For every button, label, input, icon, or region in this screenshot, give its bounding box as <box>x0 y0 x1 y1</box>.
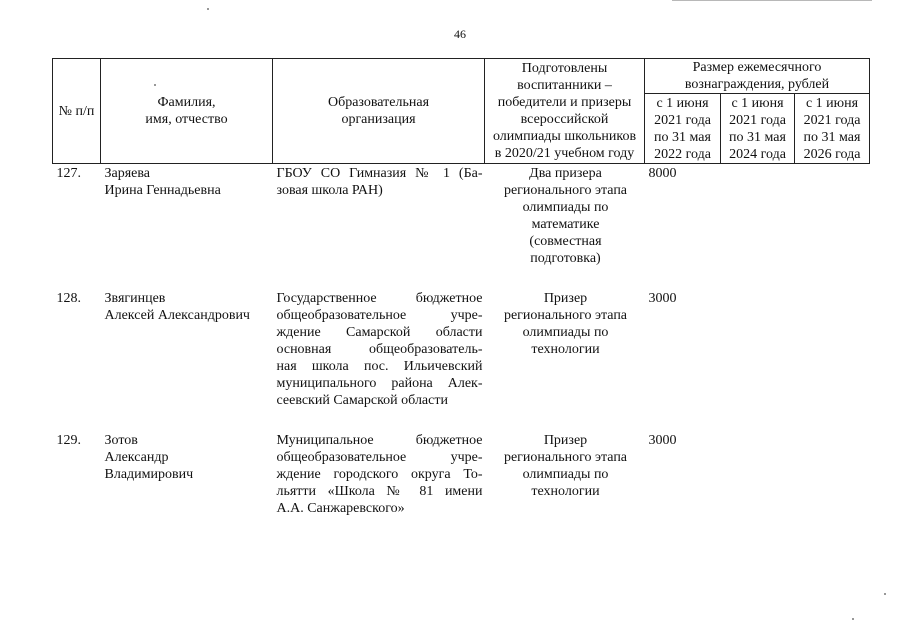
header-period-2026 <box>795 94 870 164</box>
text-line: сеевский Самарской области <box>276 393 448 408</box>
text-line: 2021 года <box>803 112 861 128</box>
achievement <box>485 289 645 431</box>
text-line: ГБОУ СО Гимназия № 1 (Ба- <box>276 166 483 181</box>
text-line: льятти «Школа № 81 имени <box>276 484 483 499</box>
text-line: вознаграждения, рублей <box>684 77 830 92</box>
empty-cell <box>795 431 870 539</box>
text-line: 2022 года <box>654 146 711 162</box>
scan-speck <box>207 8 209 10</box>
person-name <box>101 289 273 431</box>
text-line: Владимирович <box>104 467 194 482</box>
table-row <box>53 164 870 290</box>
text-line: олимпиады школьников <box>492 129 637 144</box>
text-line: с 1 июня <box>731 95 784 111</box>
text-line: Алексей Александрович <box>104 308 250 323</box>
text-line: ная школа пос. Ильичевский <box>276 359 483 374</box>
text-line: 2026 года <box>803 146 861 162</box>
text-line: Размер ежемесячного <box>692 60 822 75</box>
text-line: олимпиады по <box>522 325 609 340</box>
achievement <box>485 431 645 539</box>
text-line: Фамилия, <box>157 95 216 110</box>
text-line: с 1 июня <box>656 95 709 111</box>
header-reward <box>645 59 870 94</box>
reward-amount: 3000 <box>648 433 677 448</box>
header-period-2024 <box>721 94 795 164</box>
text-line: Призер <box>543 433 588 448</box>
text-line: технологии <box>531 342 600 357</box>
text-line: имя, отчество <box>145 112 228 127</box>
row-number: 129. <box>56 433 81 448</box>
organization <box>273 431 485 539</box>
awards-table <box>52 58 870 539</box>
person-name <box>101 164 273 290</box>
text-line: Два призера <box>529 166 602 181</box>
text-line: организация <box>341 112 416 127</box>
text-line: Звягинцев <box>104 291 166 306</box>
text-line: 2021 года <box>654 112 711 128</box>
text-line: технологии <box>531 484 600 499</box>
text-line: Образовательная <box>327 95 430 110</box>
text-line: ждение городского округа То- <box>276 467 483 482</box>
text-line: А.А. Санжаревского» <box>276 501 405 516</box>
text-line: олимпиады по <box>522 467 609 482</box>
text-line: общеобразовательное учре- <box>276 450 483 465</box>
header-name <box>101 59 273 164</box>
text-line: общеобразовательное учре- <box>276 308 483 323</box>
header-period-2022 <box>645 94 721 164</box>
text-line: 2021 года <box>729 112 786 128</box>
table-body <box>53 164 870 540</box>
text-line: Александр <box>104 450 169 465</box>
text-line: подготовка) <box>530 251 601 266</box>
text-line: Муниципальное бюджетное <box>276 433 483 448</box>
text-line: муниципального района Алек- <box>276 376 483 391</box>
text-line: Заряева <box>104 166 151 181</box>
text-line: регионального этапа <box>503 308 628 323</box>
text-line: в 2020/21 учебном году <box>494 146 635 161</box>
scan-speck <box>154 84 156 86</box>
row-number: 127. <box>56 166 81 181</box>
scan-speck <box>852 618 854 620</box>
text-line: Ирина Геннадьевна <box>104 183 221 198</box>
text-line: Подготовлены <box>521 61 608 76</box>
text-line: по 31 мая <box>729 129 786 145</box>
text-line: олимпиады по <box>522 200 609 215</box>
empty-cell <box>721 164 795 290</box>
organization <box>273 164 485 290</box>
text-line: 2024 года <box>729 146 786 162</box>
person-name <box>101 431 273 539</box>
header-achievement <box>485 59 645 164</box>
text-line: основная общеобразователь- <box>276 342 483 357</box>
achievement <box>485 164 645 290</box>
empty-cell <box>721 289 795 431</box>
empty-cell <box>795 164 870 290</box>
table-row <box>53 289 870 431</box>
text-line: Государственное бюджетное <box>276 291 483 306</box>
reward-amount: 8000 <box>648 166 677 181</box>
row-number: 128. <box>56 291 81 306</box>
page-number: 46 <box>454 27 466 41</box>
text-line: (совместная <box>529 234 602 249</box>
scan-speck <box>884 593 886 595</box>
header-num: № п/п <box>53 59 101 164</box>
empty-cell <box>795 289 870 431</box>
empty-cell <box>721 431 795 539</box>
text-line: победители и призеры <box>497 95 632 110</box>
text-line: регионального этапа <box>503 183 628 198</box>
header-org <box>273 59 485 164</box>
text-line: Призер <box>543 291 588 306</box>
text-line: по 31 мая <box>803 129 861 145</box>
text-line: зовая школа РАН) <box>276 183 383 198</box>
text-line: с 1 июня <box>805 95 859 111</box>
text-line: по 31 мая <box>654 129 711 145</box>
text-line: регионального этапа <box>503 450 628 465</box>
top-rule <box>672 0 872 1</box>
text-line: ждение Самарской области <box>276 325 483 340</box>
text-line: всероссийской <box>520 112 609 127</box>
text-line: воспитанники – <box>517 78 612 93</box>
organization <box>273 289 485 431</box>
table-row <box>53 431 870 539</box>
text-line: Зотов <box>104 433 138 448</box>
text-line: математике <box>531 217 600 232</box>
reward-amount: 3000 <box>648 291 677 306</box>
